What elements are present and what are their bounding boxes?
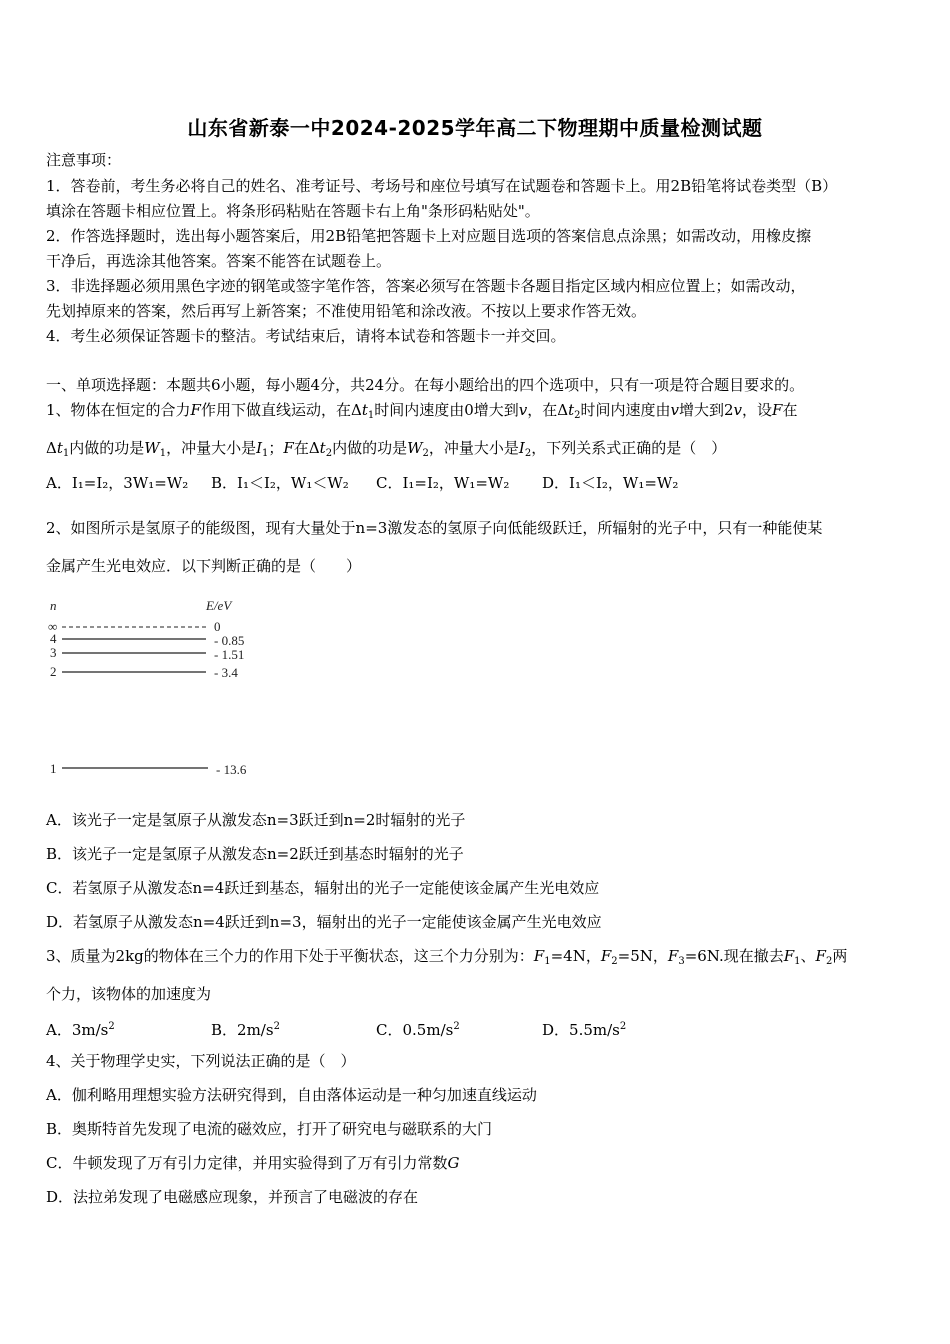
notice-line: 先划掉原来的答案，然后再写上新答案；不准使用铅笔和涂改液。不按以上要求作答无效。 — [46, 302, 647, 320]
section-heading: 一、单项选择题：本题共6小题，每小题4分，共24分。在每小题给出的四个选项中，只有一项是符合题目要求的。 — [46, 376, 805, 394]
q1-stem-line2: $\Delta t_1$内做的功是$W_1$，冲量大小是$I_1$；F在$\Delta t_2$内做的功是$W_2$，冲量大小是$I_2$，下列关系式正确的是（ ） — [46, 439, 727, 459]
level-energy-label: 0 — [214, 619, 221, 634]
q1-stem-line1: 1、物体在恒定的合力F作用下做直线运动，在$\Delta t_1$时间内速度由0增大到v，在$\Delta t_2$时间内速度由v增大到2v，设F在 — [46, 401, 798, 421]
q4-stem: 4、关于物理学史实，下列说法正确的是（ ） — [46, 1052, 356, 1070]
q1-option-b[interactable]: B．I₁＜I₂，W₁＜W₂ — [211, 474, 349, 492]
q2-option-c[interactable]: C．若氢原子从激发态n=4跃迁到基态，辐射出的光子一定能使该金属产生光电效应 — [46, 879, 600, 897]
q1-option-a[interactable]: A．I₁=I₂，3W₁=W₂ — [46, 474, 189, 492]
energy-level-diagram — [46, 594, 286, 784]
q1-option-d[interactable]: D．I₁＜I₂，W₁=W₂ — [542, 474, 679, 492]
q4-option-a[interactable]: A．伽利略用理想实验方法研究得到，自由落体运动是一种匀加速直线运动 — [46, 1086, 537, 1104]
q3-option-c[interactable]: C．$0.5m/s^2$ — [376, 1021, 460, 1039]
notice-line: 填涂在答题卡相应位置上。将条形码粘贴在答题卡右上角"条形码粘贴处"。 — [46, 202, 540, 220]
page-title: 山东省新泰一中2024-2025学年高二下物理期中质量检测试题 — [187, 116, 763, 140]
q2-stem-line2: 金属产生光电效应．以下判断正确的是（ ） — [46, 557, 362, 575]
notice-line: 4．考生必须保证答题卡的整洁。考试结束后，请将本试卷和答题卡一并交回。 — [46, 327, 566, 345]
level-energy-label: - 0.85 — [214, 633, 245, 648]
level-energy-label: - 3.4 — [214, 665, 238, 680]
energy-axis-label: E/eV — [206, 598, 232, 613]
q4-option-d[interactable]: D．法拉弟发现了电磁感应现象，并预言了电磁波的存在 — [46, 1188, 419, 1206]
level-energy-label: - 1.51 — [214, 647, 245, 662]
q4-option-b[interactable]: B．奥斯特首先发现了电流的磁效应，打开了研究电与磁联系的大门 — [46, 1120, 493, 1138]
level-n-label: 1 — [50, 761, 57, 776]
q4-option-c[interactable]: C．牛顿发现了万有引力定律，并用实验得到了万有引力常数G — [46, 1154, 460, 1172]
notice-line: 1．答卷前，考生务必将自己的姓名、准考证号、考场号和座位号填写在试题卷和答题卡上。用2B铅笔将试卷类型（B） — [46, 177, 838, 195]
notice-line: 2．作答选择题时，选出每小题答案后，用2B铅笔把答题卡上对应题目选项的答案信息点涂黑；如需改动，用橡皮擦 — [46, 227, 812, 245]
n-axis-label: n — [50, 598, 57, 613]
notice-heading: 注意事项： — [46, 151, 122, 169]
q3-stem-line2: 个力，该物体的加速度为 — [46, 985, 212, 1003]
level-n-label: 3 — [50, 645, 57, 660]
notice-line: 3．非选择题必须用黑色字迹的钢笔或签字笔作答，答案必须写在答题卡各题目指定区域内相应位置上；如需改动， — [46, 277, 806, 295]
q3-stem-line1: 3、质量为2kg的物体在三个力的作用下处于平衡状态，这三个力分别为：$F_1=4N$，$F_2=5N$，$F_3=6N$.现在撤去$F_1$、$F_2$两 — [46, 947, 848, 967]
level-energy-label: - 13.6 — [216, 762, 247, 777]
q2-option-d[interactable]: D．若氢原子从激发态n=4跃迁到n=3，辐射出的光子一定能使该金属产生光电效应 — [46, 913, 602, 931]
level-n-label: 4 — [50, 631, 57, 646]
level-n-label: ∞ — [48, 619, 58, 634]
q3-option-a[interactable]: A．$3m/s^2$ — [46, 1021, 115, 1039]
q3-option-d[interactable]: D．$5.5m/s^2$ — [542, 1021, 627, 1039]
q3-option-b[interactable]: B．$2m/s^2$ — [211, 1021, 280, 1039]
level-n-label: 2 — [50, 664, 57, 679]
notice-line: 干净后，再选涂其他答案。答案不能答在试题卷上。 — [46, 252, 392, 270]
q1-option-c[interactable]: C．I₁=I₂，W₁=W₂ — [376, 474, 510, 492]
q2-stem-line1: 2、如图所示是氢原子的能级图，现有大量处于n=3激发态的氢原子向低能级跃迁，所辐射的光子中，只有一种能使某 — [46, 519, 823, 537]
q2-option-a[interactable]: A．该光子一定是氢原子从激发态n=3跃迁到n=2时辐射的光子 — [46, 811, 466, 829]
q2-option-b[interactable]: B．该光子一定是氢原子从激发态n=2跃迁到基态时辐射的光子 — [46, 845, 464, 863]
